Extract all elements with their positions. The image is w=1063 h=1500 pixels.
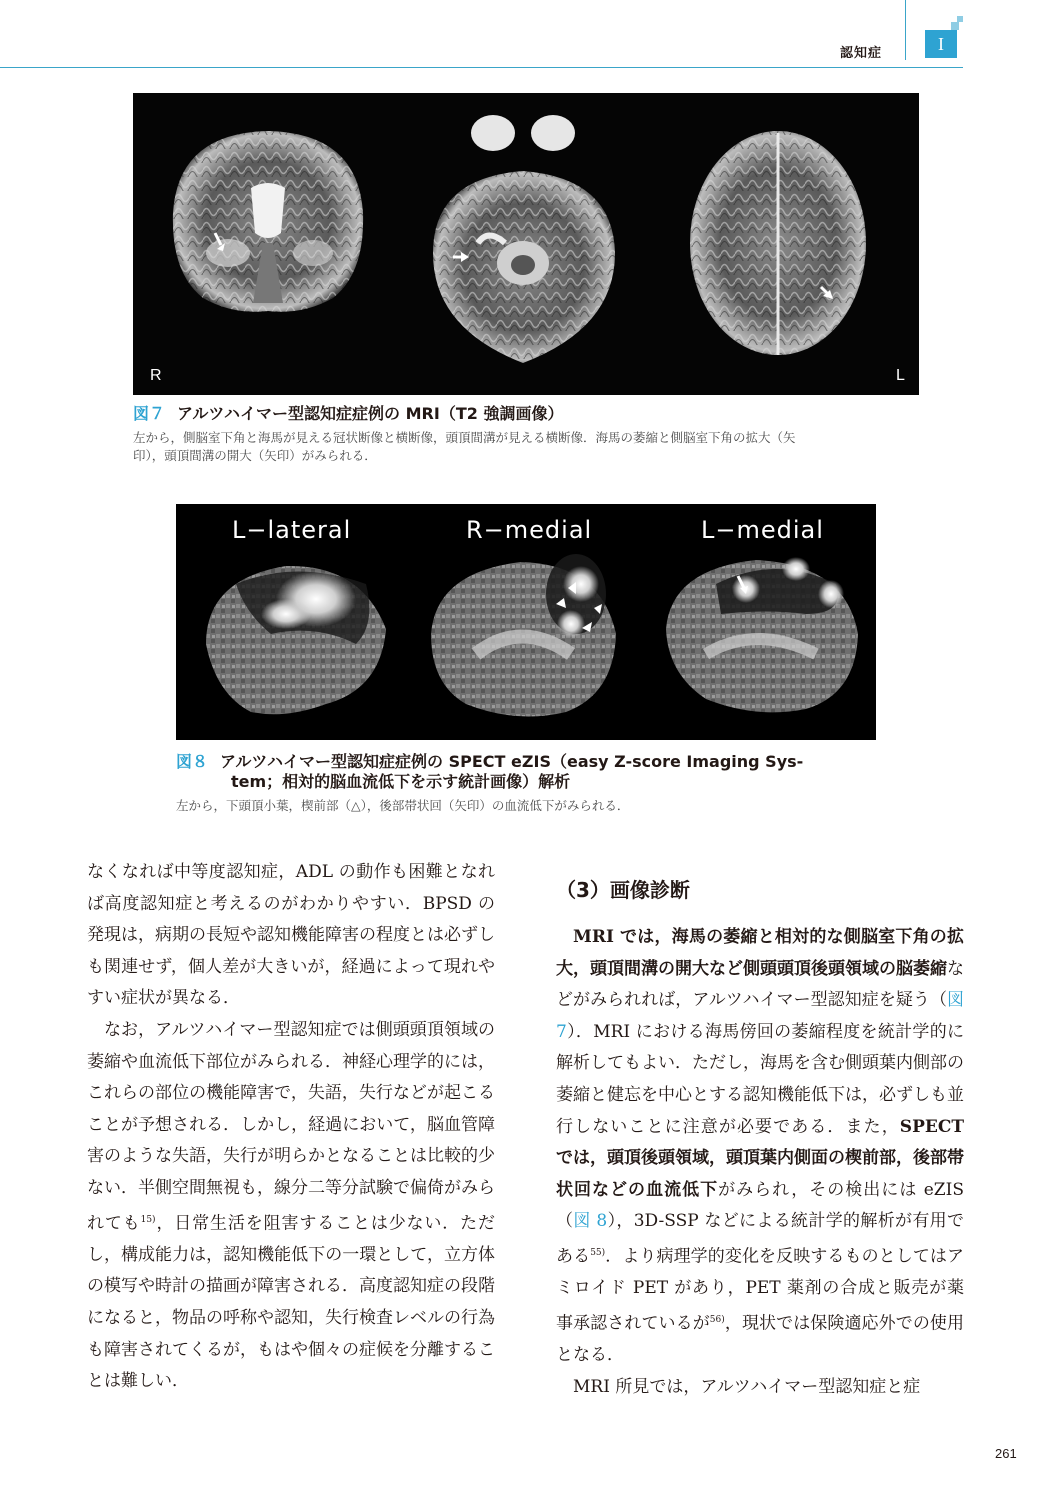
body-text: ，現状では保険適応外での使用となる． (556, 1313, 965, 1366)
figure-8-title (176, 752, 896, 792)
figure-8-title-text: アルツハイマー型認知症症例の SPECT eZIS（easy Z-score Imaging Sys- (220, 752, 804, 771)
figure-7-caption-line: 印），頭頂間溝の開大（矢印）がみられる． (133, 448, 377, 463)
body-text: ，日常生活を阻害することは少ない．ただし，構成能力は，認知機能低下の一環として，立方体の模写や時計の描画が障害される．高度認知症の段階になると，物品の呼称や認知，失行検査レベルの行為も障害されてくるが，もはや個々の症候を分離することは難しい． (87, 1213, 496, 1392)
section-badge: I (925, 30, 957, 58)
body-text: などがみられれば，アルツハイマー型認知症を疑う（ (556, 958, 964, 1011)
panel-label-l-lateral: L−lateral (232, 516, 352, 544)
panel-label-l-medial: L−medial (701, 516, 824, 544)
badge-decoration (951, 22, 959, 30)
l-medial-view (666, 557, 858, 712)
section-heading: （3）画像診断 (556, 878, 690, 902)
panel-label-r-medial: R−medial (466, 516, 593, 544)
figure-7-reference-link[interactable]: 図 7 (556, 990, 964, 1042)
body-text: ．より病理学的変化を反映するものとしてはアミロイド PET があり，PET 薬剤の合成と販売が薬事承認されているが (556, 1246, 965, 1334)
left-side-marker: L (896, 367, 905, 384)
figure-8-title-text: tem；相対的脳血流低下を示す統計画像）解析 (231, 772, 571, 791)
axial-parietal-slice (690, 131, 866, 355)
figure-7-caption-line: 左から，側脳室下角と海馬が見える冠状断像と横断像，頭頂間溝が見える横断像．海馬の萎縮と側脳室下角の拡大（矢 (133, 430, 796, 445)
body-text: なお，アルツハイマー型認知症では側頭頭頂領域の萎縮や血流低下部位がみられる．神経心理学的には，これらの部位の機能障害で，失語，失行などが起こることが予想される．しかし，経過において，脳血管障害のような失語，失行が明らかとなることは比較的少ない．半側空間無視も，線分二等分試験で偏倚がみられても (87, 1019, 495, 1234)
body-text: ）．MRI における海馬傍回の萎縮程度を統計学的に解析してもよい．ただし，海馬を含む側頭葉内側部の萎縮と健忘を中心とする認知機能低下は，必ずしも並行しないことに注意が必要である．また， (556, 1021, 964, 1137)
figure-7-title-text: アルツハイマー型認知症症例の MRI（T2 強調画像） (177, 404, 564, 423)
figure-8-caption: 左から，下頭頂小葉，楔前部（△），後部帯状回（矢印）の血流低下がみられる． (176, 798, 630, 813)
figure-7-number: 図７ (133, 404, 166, 423)
figure-7-title (133, 404, 563, 424)
reference-superscript: 56) (709, 1314, 725, 1325)
body-paragraph: なくなれば中等度認知症，ADL の動作も困難となれば高度認知症と考えるのがわかりやすい．BPSD の発現は，病期の長短や認知機能障害の程度とは必ずしも関連せず，個人差が大きいが，経過によって現れやすい症状が異なる． (87, 862, 495, 1009)
reference-superscript: 15) (140, 1214, 156, 1225)
emphasis-text: SPECT では，頭頂後頭領域，頭頂葉内側面の楔前部，後部帯状回などの血流低下 (556, 1116, 964, 1200)
body-text: ），3D-SSP などによる統計学的解析が有用である (556, 1211, 965, 1267)
header-divider (905, 0, 906, 60)
body-paragraph (556, 922, 964, 1372)
left-column (87, 857, 495, 1398)
header-rule (0, 67, 963, 68)
coronal-slice (173, 131, 363, 312)
figure-7-mri-image (133, 93, 919, 395)
figure-8-spect-image (176, 504, 876, 740)
body-text: がみられ，その検出には eZIS（ (556, 1179, 964, 1232)
figure-8-number: 図８ (176, 752, 209, 771)
axial-slice (433, 115, 615, 363)
r-medial-view (431, 554, 616, 717)
reference-superscript: 55) (590, 1247, 606, 1258)
right-side-marker: R (150, 367, 162, 384)
mri-scans (133, 93, 919, 395)
body-paragraph: MRI 所見では，アルツハイマー型認知症と症 (573, 1376, 921, 1397)
body-paragraph (87, 1015, 495, 1398)
badge-decoration (957, 16, 963, 22)
emphasis-text: MRI では，海馬の萎縮と相対的な側脳室下角の拡大，頭頂間溝の開大など側頭頭頂後頭領域の脳萎縮 (556, 927, 964, 979)
page-number: 261 (995, 1446, 1017, 1461)
running-header-title: 認知症 (840, 46, 883, 61)
right-column (556, 922, 964, 1403)
l-lateral-view (206, 566, 386, 714)
figure-8-reference-link[interactable]: 図 8 (573, 1211, 608, 1232)
figure-7-caption (133, 429, 933, 465)
